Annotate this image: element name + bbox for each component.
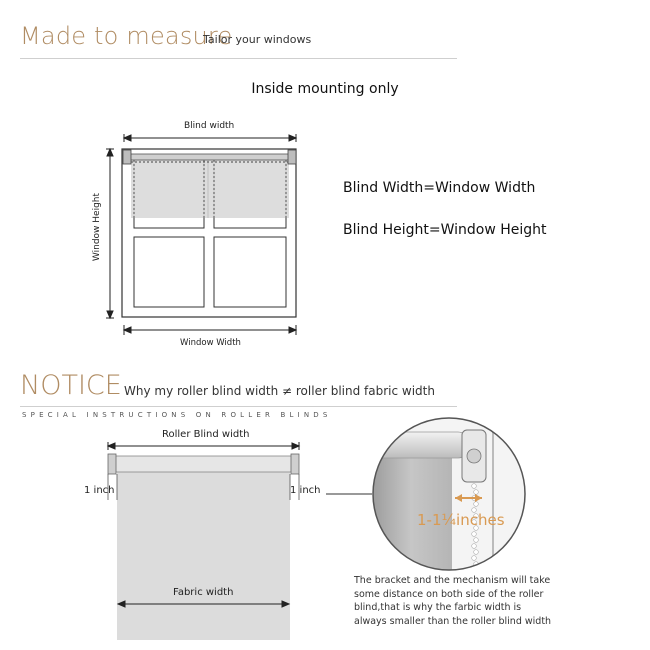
- roller-fabric: [117, 470, 290, 640]
- roller-bracket-right: [291, 454, 299, 474]
- bracket-right: [288, 150, 296, 164]
- blind-width-arrow: [124, 134, 296, 142]
- mounting-title: Inside mounting only: [251, 81, 399, 97]
- right-gap-label: 1 inch: [290, 485, 321, 496]
- magnifier-detail: [370, 415, 530, 580]
- notice-subtitle: Why my roller blind width ≠ roller blind fabric width: [124, 384, 435, 398]
- equation-height: Blind Height=Window Height: [343, 222, 547, 238]
- window-pane-bottom-right: [214, 237, 286, 307]
- fabric-width-label: Fabric width: [173, 587, 234, 598]
- gap-measure-label: 1-1¼inches: [417, 511, 505, 529]
- window-width-arrow: [124, 325, 296, 335]
- notice-divider: [20, 406, 457, 407]
- window-pane-bottom-left: [134, 237, 204, 307]
- roller-width-arrow: [108, 442, 299, 450]
- bracket-left: [123, 150, 131, 164]
- callout-text: The bracket and the mechanism will take some distance on both side of the roller blind,that is why the farbic width is always smaller than the roller blind width: [354, 575, 552, 627]
- roller-bar: [129, 154, 291, 160]
- window-height-arrow: [106, 149, 114, 318]
- window-height-label: Window Height: [92, 192, 102, 262]
- roller-bracket-left: [108, 454, 116, 474]
- window-width-label: Window Width: [180, 338, 241, 348]
- equation-width: Blind Width=Window Width: [343, 180, 536, 196]
- roller-tube: [112, 456, 296, 472]
- left-gap-label: 1 inch: [84, 485, 115, 496]
- special-instructions: SPECIAL INSTRUCTIONS ON ROLLER BLINDS: [22, 411, 332, 419]
- blind-width-label: Blind width: [184, 121, 235, 131]
- blind-fabric: [131, 160, 289, 218]
- roller-blind-width-label: Roller Blind width: [162, 429, 250, 440]
- page-title: Made to measure: [20, 22, 233, 50]
- notice-title: NOTICE: [20, 370, 122, 401]
- page-subtitle: Tailor your windows: [203, 33, 312, 46]
